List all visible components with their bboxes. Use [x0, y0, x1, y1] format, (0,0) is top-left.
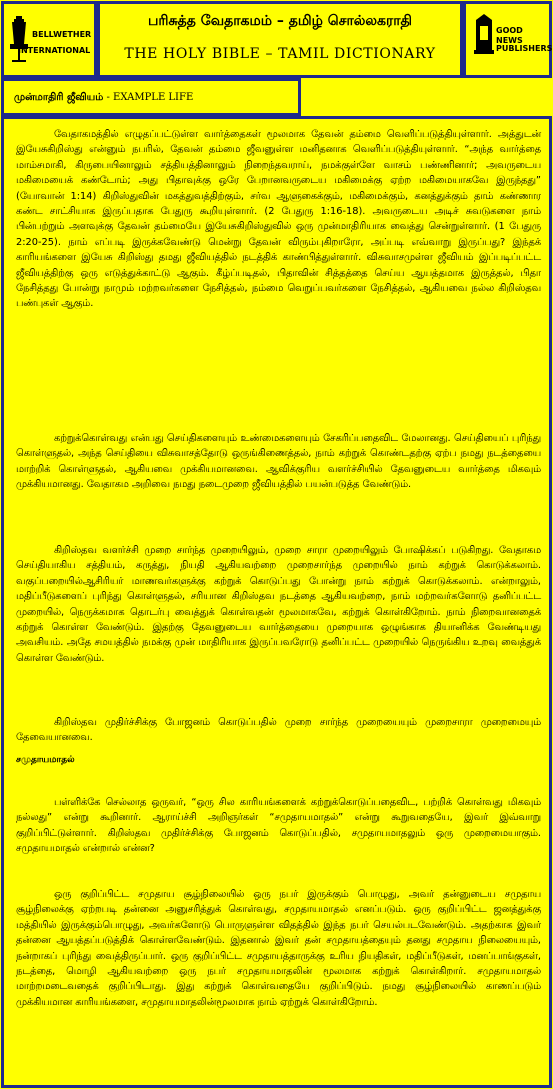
paragraph-1: வேதாகமத்தில் எழுதப்பட்டுள்ள வார்த்தைகள் மூலமாக தேவன் தம்மை வெளிப்படுத்தியுள்ளார். அத்துடன் இயேசுகிறிஸ்து என்னும் நபரில், தேவன் தம்மை ஜீவனுள்ள மனிதனாக வெளிப்படுத்தியுள்ளார். “அந்த வார்த்தை மாம்சமாகி, கிருபையினாலும் சத்தியத்தினாலும் நிறைந்தவராய், நமக்குள்ளே வாசம் பண்ணினார்; அவருடைய மகிமையைக் கண்டோம்; அது பிதாவுக்கு ஒரே பேறானவருடைய மகிமைக்கு ஏற்ற மகிமையாகவே இருந்தது” (யோவான் 1:14) கிறிஸ்துவின் மகத்துவத்திற்கும், சர்வ ஆளுகைக்கும், மகிமைக்கும், கனத்துக்கும் தாம் கண்ணார கண்ட சாட்சியாக இருப்பதாக பேதுரு கூறியுள்ளார். (2 பேதுரு 1:16-18). அவருடைய அடிச் சுவடுகளை நாம் பின்பற்றும் அளவுக்கு தேவன் தம்மையே இயேசுகிறிஸ்துவில் ஒரு முன்மாதிரியாக வைத்து சென்றுள்ளார். (1 பேதுரு 2:20-25). நாம் எப்படி இருக்கவேண்டு மென்று தேவன் விரும்புகிறாரோ, அப்படி எவ்வாறு இருப்பது? இந்தக் காரியங்களை இயேசு கிறிஸ்து தமது ஜீவியத்தில் நடத்திக் காண்பித்துள்ளார். விசுவாசமுள்ள ஜீவியம் இப்படிப்பட்ட ஜீவியத்திற்கு ஒரு எடுத்துக்காட்டு ஆகும். கீழ்ப்படிதல், பிதாவின் சித்தத்தை செய்ய ஆயத்தமாக இருத்தல், பிதா நேசித்தது போன்று நாமும் மற்றவர்களை நேசித்தல், நம்மை வெறுப்பவர்களை நேசித்தல், ஆகியவை நல்ல கிறிஸ்தவ பண்புகள் ஆகும்.: [16, 129, 541, 310]
good-news-logo: [463, 1, 552, 78]
body-box: [1, 116, 552, 1088]
logo-left-line1: BELLWETHER: [32, 30, 92, 39]
paragraph-3: கிறிஸ்தவ வளர்ச்சி முறை சார்ந்த முறையிலும், முறை சாரா முறையிலும் போஷிக்கப் படுகிறது. வேதாகம செய்தியாகிய சத்தியம், கருத்து, நியதி ஆகியவற்றை முறைசார்ந்த முறையில் நாம் கற்றுக் கொடுக்கலாம். வகுப்பறையில்ஆசிரியர் மாணவர்களுக்கு கற்றுக் கொடுப்பது போன்று நாம் கற்றுக் கொடுக்கலாம். என்றாலும், மதிப்பீடுகளைப் புரிந்து கொள்ளுதல், சரியான கிறிஸ்தவ நடத்தை ஆகியவற்றை, நாம் மற்றவர்களோடு தனிப்பட்ட முறையில், நெருக்கமாக தொடர்பு வைத்துக் கொள்வதன் மூலமாகவே, கற்றுக் கொள்கிறோம். நாம் நிறைவானதைக் கற்றுக் கொள்ள வேண்டும். இதற்கு தேவனுடைய வார்த்தையை முறையாக ஒழுங்காக தியானிக்க வேண்டியது அவசியம். அதே சமயத்தில் நமக்கு முன் மாதிரியாக இருப்பவரோடு தனிப்பட்ட முறையில் நெருங்கிய உறவு வைத்துக் கொள்ள வேண்டும்.: [16, 545, 541, 664]
paragraph-6: ஒரு குறிப்பிட்ட சமுதாய சூழ்நிலையில் ஒரு நபர் இருக்கும் பொழுது, அவர் தன்னுடைய சமுதாய சூழ்நிலைக்கு ஏற்றபடி தன்னை அனுசரித்துக் கொள்வது, சமுதாயமாதல் எனப்படும். ஒரு குறிப்பிட்ட ஜனத்துக்கு மத்தியில் இருக்கும்பொழுது, அவர்களோடு பொருளுள்ள விதத்தில் இந்த நபர் செயல்படவேண்டும். அதற்காக இவர் தன்னை ஆயத்தப்படுத்திக் கொள்ளவேண்டும். இதனால் இவர் தன் சமுதாயத்தையும் தனது சமுதாய நிலையையும், நன்றாகப் புரிந்து வைத்திருப்பார். ஒரு குறிப்பிட்ட சமுதாயத்தாருக்கு உரிய நியதிகள், மதிப்பீடுகள், மனப்பாங்குகள், நடத்தை, மொழி ஆகியவற்றை ஒரு நபர் சமுதாயமாதலின் மூலமாக கற்றுக் கொள்கிறார். சமுதாயமாதல் மாற்றமடைவதைக் குறிப்பிடாது. இது கற்றுக் கொள்வதையே குறிப்பிடும். நமது சூழ்நிலையில் காணப்படும் முக்கியமான காரியங்களை, சமுதாயமாதலின்மூலமாக நாம் ஏற்றுக் கொள்கிறோம்.: [16, 889, 541, 1008]
logo-right-line2: PUBLISHERS: [496, 44, 553, 53]
subtitle-tamil: முன்மாதிரி ஜீவியம்: [14, 92, 104, 103]
paragraph-4: கிறிஸ்தவ முதிர்ச்சிக்கு போஜனம் கொடுப்பதில் முறை சார்ந்த முறையையும் முறைசாரா முறைமையும் தேவையானவை.: [16, 717, 541, 744]
section-heading: சமுதாயமாதல்: [16, 755, 75, 765]
bellwether-logo: [1, 1, 97, 78]
paragraph-5: பள்ளிக்கே செல்லாத ஒருவர், “ஒரு சில காரியங்களைக் கற்றுக்கொடுப்பதைவிட, பற்றிக் கொள்வது மிகவும் நல்லது” என்று கூறினார். ஆராய்ச்சி அறிஞர்கள் “சமுதாயமாதல்” என்று கூறுவதையே, இவர் இவ்வாறு குறிப்பிட்டுள்ளார். கிறிஸ்தவ முதிர்ச்சிக்கு போஜனம் கொடுப்பதில், சமுதாயமாதலும் ஒரு முறைமையாகும். சமுதாயமாதல் என்றால் என்ன?: [16, 797, 541, 855]
subtitle-english: - EXAMPLE LIFE: [103, 92, 194, 103]
title-box: [97, 1, 463, 78]
title-english: THE HOLY BIBLE – TAMIL DICTIONARY: [124, 46, 436, 62]
logo-right-line1: GOOD NEWS: [496, 26, 523, 45]
subtitle-box: [1, 78, 301, 116]
subtitle: [14, 92, 193, 104]
logo-left-line2: INTERNATIONAL: [18, 46, 91, 55]
title-tamil: பரிசுத்த வேதாகமம் – தமிழ் சொல்லகராதி: [148, 13, 412, 29]
paragraph-2: கற்றுக்கொள்வது என்பது செய்திகளையும் உண்மைகளையும் சேகரிப்பதைவிட மேலானது. செய்தியைப் புரிந்து கொள்ளுதல், அந்த செய்தியை விசுவாசத்தோடு ஒருங்கிணைத்தல், நாம் கற்றுக் கொண்டதற்கு ஏற்ப நமது நடத்தையை மாற்றிக் கொள்ளுதல், ஆகியவை முக்கியமானவை. ஆவிக்குரிய வளர்ச்சியில் தேவனுடைய வார்த்தை மிகவும் முக்கியமானது. வேதாகம அறிவை நமது நடைமுறை ஜீவியத்தில் பயன்படுத்த வேண்டும்.: [16, 433, 541, 491]
